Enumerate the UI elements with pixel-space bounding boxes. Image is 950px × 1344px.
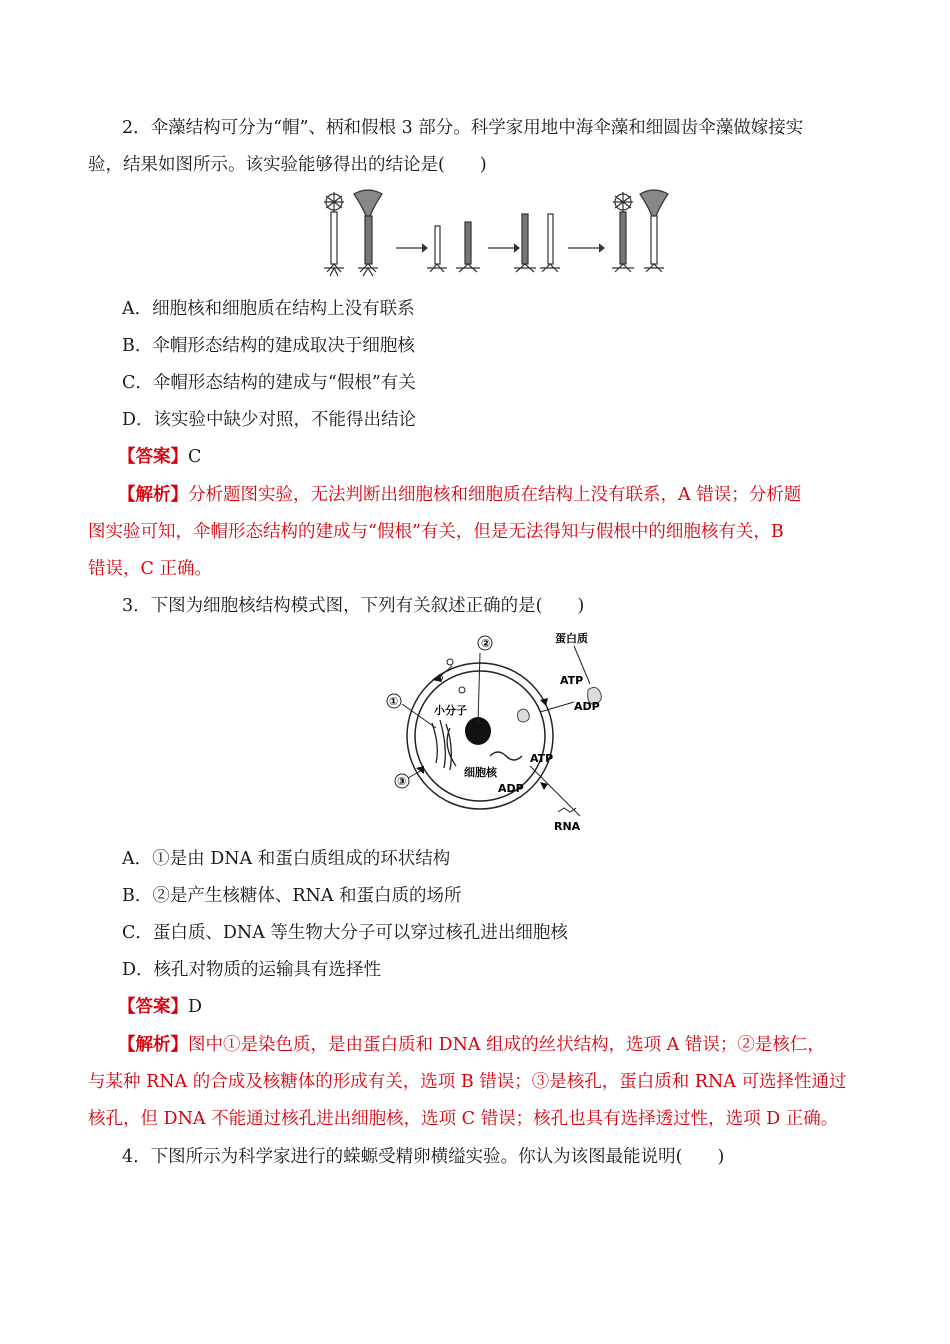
q2-analysis-line1 (118, 483, 898, 507)
q3-answer-label: 【答案】 (118, 997, 188, 1017)
algae-cup-cap (354, 190, 382, 276)
label-circle2: ② (481, 637, 491, 650)
nucleus-structure-figure (380, 628, 630, 838)
q3-analysis-label: 【解析】 (118, 1035, 188, 1055)
q4-stem: 4．下图所示为科学家进行的蝾螈受精卵横缢实验。你认为该图最能说明( ) (122, 1147, 725, 1167)
rna-squiggle (490, 752, 522, 760)
label-adp-top: ADP (574, 700, 600, 713)
q3-analysis-line1 (118, 1033, 898, 1057)
q3-analysis-line2: 与某种 RNA 的合成及核糖体的形成有关，选项 B 错误；③是核孔，蛋白质和 RNA 可选择性通过 (88, 1072, 847, 1092)
q2-analysis-line3: 错误，C 正确。 (88, 559, 212, 579)
q2-option-a: A．细胞核和细胞质在结构上没有联系 (122, 299, 415, 319)
umbrella-algae-grafting-figure (318, 188, 678, 283)
q2-analysis-text1: 分析题图实验，无法判断出细胞核和细胞质在结构上没有联系，A 错误；分析题 (188, 485, 802, 505)
q2-option-b: B．伞帽形态结构的建成取决于细胞核 (122, 336, 415, 356)
q2-answer-label: 【答案】 (118, 447, 188, 467)
q3-answer (118, 995, 898, 1019)
label-circle3: ③ (397, 775, 407, 788)
q3-option-b: B．②是产生核糖体、RNA 和蛋白质的场所 (122, 886, 462, 906)
label-small-molecule: 小分子 (434, 704, 467, 717)
q2-option-c: C．伞帽形态结构的建成与“假根”有关 (122, 373, 416, 393)
q2-stem-line1: 2．伞藻结构可分为“帽”、柄和假根 3 部分。科学家用地中海伞藻和细圆齿伞藻做嫁接实 (122, 118, 804, 138)
label-rna: RNA (554, 820, 581, 833)
label-protein: 蛋白质 (555, 632, 588, 645)
algae-flower-cap (324, 192, 344, 276)
q3-analysis-text1: 图中①是染色质，是由蛋白质和 DNA 组成的丝状结构，选项 A 错误；②是核仁， (188, 1035, 825, 1055)
q2-answer-value: C (188, 447, 202, 467)
q3-option-a: A．①是由 DNA 和蛋白质组成的环状结构 (122, 849, 451, 869)
label-adp-bottom: ADP (498, 782, 524, 795)
q2-option-d: D．该实验中缺少对照，不能得出结论 (122, 410, 417, 430)
q2-analysis-line2: 图实验可知，伞帽形态结构的建成与“假根”有关，但是无法得知与假根中的细胞核有关，B (88, 522, 784, 542)
q2-stem-line2: 验，结果如图所示。该实验能够得出的结论是( ) (88, 155, 487, 175)
label-atp-top: ATP (560, 674, 584, 687)
q3-answer-value: D (188, 997, 203, 1017)
q3-analysis-line3: 核孔，但 DNA 不能通过核孔进出细胞核，选项 C 错误；核孔也具有选择透过性，选项 D 正确。 (88, 1109, 839, 1129)
q3-option-c: C．蛋白质、DNA 等生物大分子可以穿过核孔进出细胞核 (122, 923, 568, 943)
q2-analysis-label: 【解析】 (118, 485, 188, 505)
label-nucleus: 细胞核 (464, 766, 497, 779)
protein-blob-inner (518, 709, 530, 722)
label-circle1: ① (389, 695, 399, 708)
q3-option-d: D．核孔对物质的运输具有选择性 (122, 960, 382, 980)
label-atp-bottom: ATP (530, 752, 554, 765)
q3-stem: 3．下图为细胞核结构模式图，下列有关叙述正确的是( ) (122, 596, 585, 616)
q2-answer (118, 445, 898, 469)
